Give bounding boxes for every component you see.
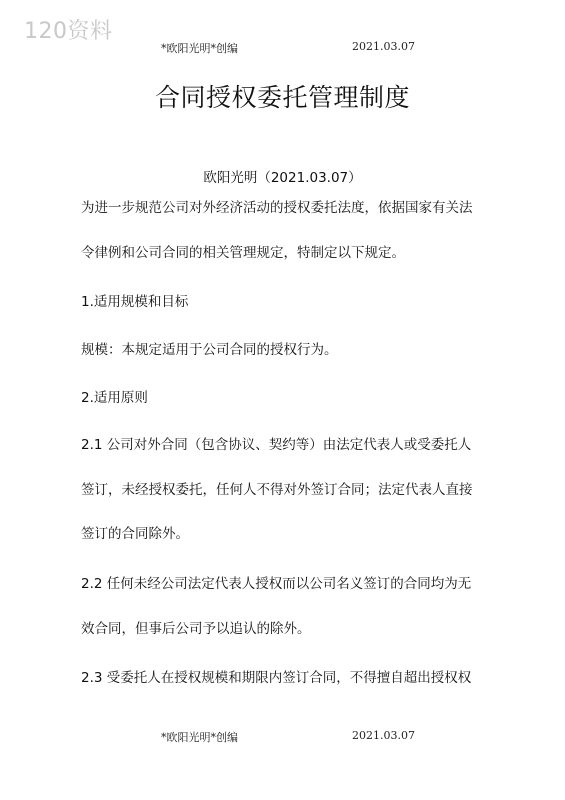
author-byline: 欧阳光明（2021.03.07） [203, 170, 362, 186]
body-line: 2.3 受委托人在授权规模和期限内签订合同，不得擅自超出授权权 [81, 670, 472, 686]
body-line: 签订，未经授权委托，任何人不得对外签订合同；法定代表人直接 [81, 482, 473, 498]
body-line: 签订的合同除外。 [81, 526, 189, 542]
section-heading: 2.适用原则 [81, 390, 148, 406]
document-title: 合同授权委托管理制度 [154, 83, 410, 112]
watermark: 120资料 [24, 19, 113, 44]
section-heading: 1.适用规模和目标 [81, 294, 189, 310]
body-line: 为进一步规范公司对外经济活动的授权委托法度，依据国家有关法 [81, 200, 473, 216]
body-line: 规模：本规定适用于公司合同的授权行为。 [81, 342, 338, 358]
header-author: *欧阳光明*创编 [161, 42, 238, 55]
footer-date: 2021.03.07 [352, 729, 415, 742]
body-line: 令律例和公司合同的相关管理规定，特制定以下规定。 [81, 245, 405, 261]
body-line: 2.1 公司对外合同（包含协议、契约等）由法定代表人或受委托人 [81, 437, 472, 453]
footer-author: *欧阳光明*创编 [161, 731, 238, 744]
body-line: 效合同，但事后公司予以追认的除外。 [81, 621, 311, 637]
body-line: 2.2 任何未经公司法定代表人授权而以公司名义签订的合同均为无 [81, 576, 472, 592]
header-date: 2021.03.07 [352, 40, 415, 53]
